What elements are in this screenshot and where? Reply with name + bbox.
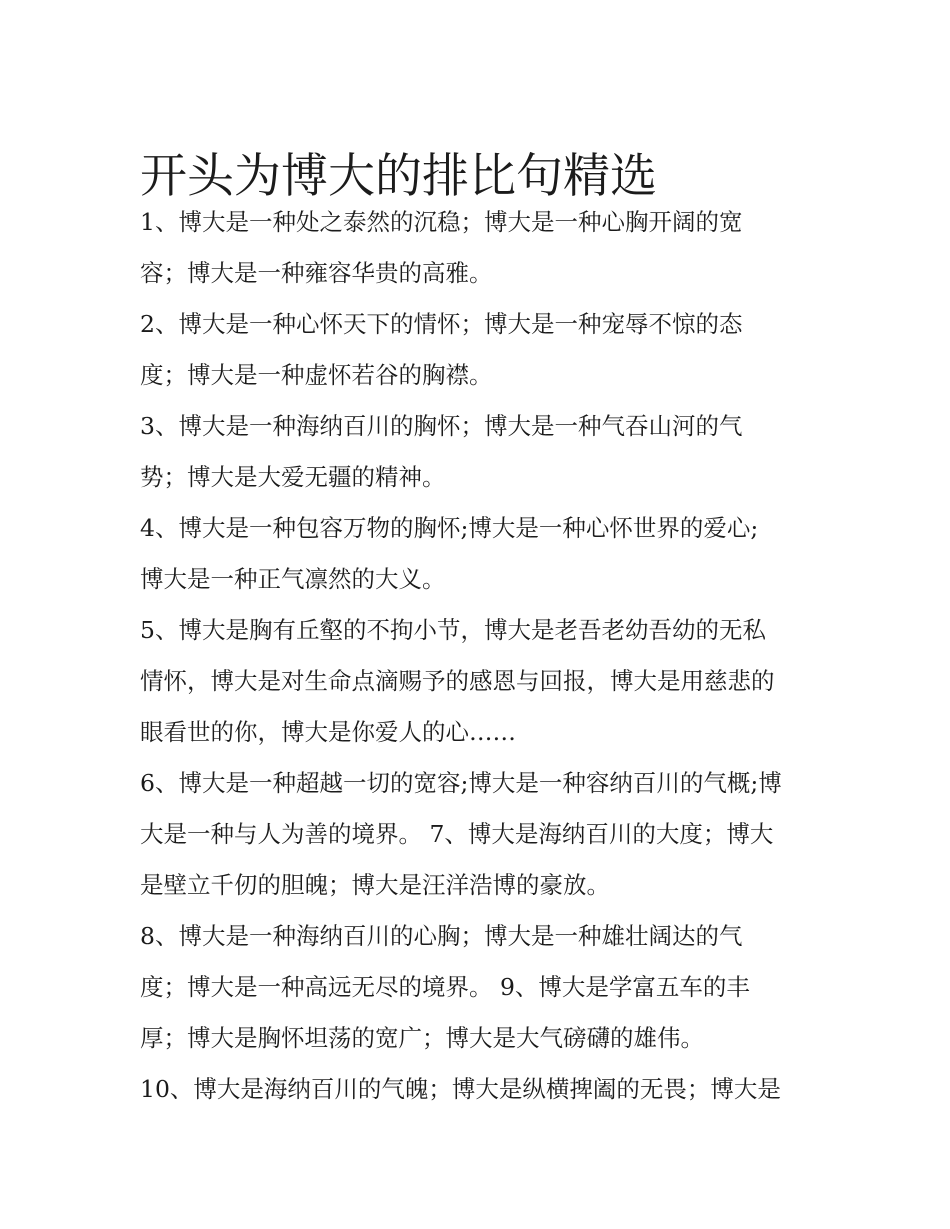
text-line: 3、博大是一种海纳百川的胸怀；博大是一种气吞山河的气 <box>140 412 743 440</box>
text-line: 容；博大是一种雍容华贵的高雅。 <box>140 259 493 287</box>
text-line: 2、博大是一种心怀天下的情怀；博大是一种宠辱不惊的态 <box>140 310 743 338</box>
text-line: 10、博大是海纳百川的气魄；博大是纵横捭阖的无畏；博大是 <box>140 1075 781 1103</box>
text-line: 大是一种与人为善的境界。 7、博大是海纳百川的大度；博大 <box>140 820 774 848</box>
text-line: 5、博大是胸有丘壑的不拘小节，博大是老吾老幼吾幼的无私 <box>140 616 766 644</box>
text-line: 博大是一种正气凛然的大义。 <box>140 565 446 593</box>
text-line: 眼看世的你，博大是你爱人的心…… <box>140 718 516 746</box>
text-line: 8、博大是一种海纳百川的心胸；博大是一种雄壮阔达的气 <box>140 922 743 950</box>
text-line: 厚；博大是胸怀坦荡的宽广；博大是大气磅礴的雄伟。 <box>140 1024 704 1052</box>
text-line: 势；博大是大爱无疆的精神。 <box>140 463 446 491</box>
page-title: 开头为博大的排比句精选 <box>140 149 657 205</box>
text-line: 情怀，博大是对生命点滴赐予的感恩与回报，博大是用慈悲的 <box>140 667 775 695</box>
text-line: 6、博大是一种超越一切的宽容;博大是一种容纳百川的气概;博 <box>140 769 782 797</box>
text-line: 1、博大是一种处之泰然的沉稳；博大是一种心胸开阔的宽 <box>140 208 743 236</box>
text-line: 4、博大是一种包容万物的胸怀;博大是一种心怀世界的爱心; <box>140 514 759 542</box>
text-line: 度；博大是一种虚怀若谷的胸襟。 <box>140 361 493 389</box>
text-line: 是壁立千仞的胆魄；博大是汪洋浩博的豪放。 <box>140 871 610 899</box>
text-line: 度；博大是一种高远无尽的境界。 9、博大是学富五车的丰 <box>140 973 750 1001</box>
